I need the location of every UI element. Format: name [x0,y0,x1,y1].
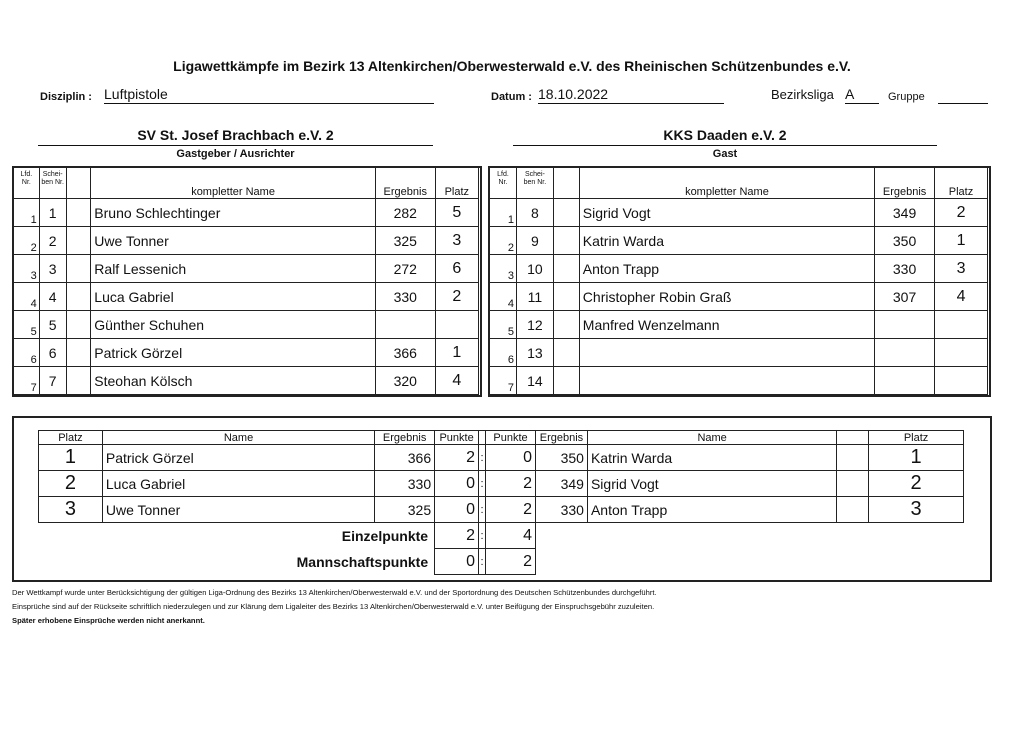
einzelpunkte-label: Einzelpunkte [39,523,435,549]
ergebnis-cell [875,339,935,367]
guest-team-name: KKS Daaden e.V. 2 [663,127,787,143]
summary-guest-platz: 2 [869,471,964,497]
platz-cell: 3 [935,255,988,283]
table-row [14,283,479,311]
ergebnis-cell: 320 [375,367,435,395]
ergebnis-cell: 282 [375,199,435,227]
gruppe-label: Gruppe [888,91,925,103]
scheibe-cell: 4 [39,283,66,311]
platz-cell: 5 [435,199,478,227]
blank-cell [66,227,91,255]
table-row [490,227,988,255]
summary-colon: : [479,445,486,471]
scheibe-cell: 9 [516,227,553,255]
ergebnis-cell: 350 [875,227,935,255]
summary-guest-punkte: 2 [486,471,536,497]
summary-home-name: Uwe Tonner [102,497,374,523]
mannschaftspunkte-colon: : [479,549,486,575]
liga-label: Bezirksliga [771,87,834,102]
ergebnis-header: Ergebnis [875,168,935,199]
name-cell: Katrin Warda [579,227,874,255]
name-cell: Patrick Görzel [91,339,376,367]
lfd-cell: 7 [490,367,517,395]
scheibe-cell: 3 [39,255,66,283]
gruppe-value [938,86,988,104]
ergebnis-cell: 272 [375,255,435,283]
document-title: Ligawettkämpfe im Bezirk 13 Altenkirchen/Oberwesterwald e.V. des Rheinischen Schützenbundes e.V. [173,58,851,74]
platz-cell [935,367,988,395]
table-row [490,339,988,367]
lfd-cell: 1 [490,199,517,227]
blank-cell [553,227,579,255]
name-cell: Uwe Tonner [91,227,376,255]
ergebnis-cell: 330 [875,255,935,283]
scheibe-cell: 1 [39,199,66,227]
ergebnis-cell: 349 [875,199,935,227]
lfd-header: Lfd. Nr. [490,168,517,199]
blank-cell [66,339,91,367]
mannschaftspunkte-spacer [536,549,964,575]
table-row [490,283,988,311]
lfd-cell: 3 [490,255,517,283]
summary-home-punkte: 2 [435,445,479,471]
summary-guest-platz-header: Platz [869,431,964,445]
summary-guest-punkte-header: Punkte [486,431,536,445]
platz-cell [935,339,988,367]
summary-guest-platz: 1 [869,445,964,471]
blank-cell [66,199,91,227]
einzelpunkte-spacer [536,523,964,549]
mannschaftspunkte-row [39,549,964,575]
mannschaftspunkte-label: Mannschaftspunkte [39,549,435,575]
table-row [14,255,479,283]
name-header: kompletter Name [91,168,376,199]
blank-cell [66,255,91,283]
summary-guest-ergebnis-header: Ergebnis [536,431,588,445]
ergebnis-cell: 307 [875,283,935,311]
platz-cell [935,311,988,339]
platz-cell: 3 [435,227,478,255]
ergebnis-cell [875,311,935,339]
summary-guest-platz: 3 [869,497,964,523]
mannschaftspunkte-home: 0 [435,549,479,575]
guest-table [489,167,988,395]
table-row [14,227,479,255]
lfd-cell: 4 [14,283,40,311]
guest-table-frame [488,166,991,397]
blank-cell [553,311,579,339]
guest-team-role: Gast [712,148,738,160]
blank-cell [553,339,579,367]
table-row [490,367,988,395]
name-cell: Bruno Schlechtinger [91,199,376,227]
summary-guest-ergebnis: 330 [536,497,588,523]
summary-name-header: Name [102,431,374,445]
name-cell: Christopher Robin Graß [579,283,874,311]
scheibe-cell: 6 [39,339,66,367]
name-cell: Anton Trapp [579,255,874,283]
guest-table-header [490,168,988,199]
guest-team-underline [513,145,937,146]
name-cell: Ralf Lessenich [91,255,376,283]
summary-guest-name-header: Name [587,431,836,445]
platz-cell: 2 [435,283,478,311]
platz-cell: 4 [935,283,988,311]
ergebnis-cell: 330 [375,283,435,311]
lfd-cell: 2 [14,227,40,255]
blank-cell [66,367,91,395]
summary-colon: : [479,497,486,523]
summary-home-name: Patrick Görzel [102,445,374,471]
scheibe-cell: 8 [516,199,553,227]
blank-cell [553,255,579,283]
name-cell: Manfred Wenzelmann [579,311,874,339]
name-cell [579,367,874,395]
lfd-cell: 6 [14,339,40,367]
ergebnis-header: Ergebnis [375,168,435,199]
scheibe-cell: 12 [516,311,553,339]
summary-guest-punkte: 0 [486,445,536,471]
einzelpunkte-colon: : [479,523,486,549]
summary-home-ergebnis: 330 [375,471,435,497]
summary-guest-name: Anton Trapp [587,497,836,523]
mannschaftspunkte-guest: 2 [486,549,536,575]
blank-header [66,168,91,199]
summary-home-ergebnis: 325 [375,497,435,523]
summary-colon: : [479,471,486,497]
scheibe-cell: 14 [516,367,553,395]
table-row [39,445,964,471]
lfd-cell: 7 [14,367,40,395]
home-table [13,167,479,395]
name-header: kompletter Name [579,168,874,199]
summary-table [38,430,964,575]
summary-blank-cell [837,471,869,497]
summary-platz-cell: 3 [39,497,103,523]
liga-value: A [845,86,879,104]
name-cell [579,339,874,367]
home-table-frame [12,166,482,397]
summary-guest-ergebnis: 350 [536,445,588,471]
ergebnis-cell: 325 [375,227,435,255]
footer-line-3: Später erhobene Einsprüche werden nicht anerkannt. [12,616,205,625]
disziplin-value: Luftpistole [104,86,434,104]
summary-home-punkte: 0 [435,497,479,523]
summary-header [39,431,964,445]
summary-platz-cell: 1 [39,445,103,471]
einzelpunkte-home: 2 [435,523,479,549]
blank-header [553,168,579,199]
blank-cell [66,311,91,339]
lfd-cell: 1 [14,199,40,227]
home-team-underline [38,145,433,146]
ergebnis-cell [875,367,935,395]
table-row [14,367,479,395]
summary-gap [479,431,486,445]
scheibe-cell: 5 [39,311,66,339]
summary-ergebnis-header: Ergebnis [375,431,435,445]
ergebnis-cell [375,311,435,339]
scheibe-cell: 11 [516,283,553,311]
platz-cell: 4 [435,367,478,395]
platz-cell: 1 [435,339,478,367]
table-row [14,339,479,367]
summary-home-name: Luca Gabriel [102,471,374,497]
platz-cell: 1 [935,227,988,255]
footer-line-2: Einsprüche sind auf der Rückseite schriftlich niederzulegen und zur Klärung dem Ligaleiter des Bezirks 13 Altenkirchen/Oberwesterwald e.V. unter Beifügung der Einspruchsgebühr zuzuleiten. [12,602,655,611]
scheiben-header: Schei- ben Nr. [39,168,66,199]
blank-cell [66,283,91,311]
summary-guest-ergebnis: 349 [536,471,588,497]
table-row [14,311,479,339]
einzelpunkte-guest: 4 [486,523,536,549]
table-row [490,199,988,227]
ergebnis-cell: 366 [375,339,435,367]
lfd-cell: 5 [490,311,517,339]
name-cell: Sigrid Vogt [579,199,874,227]
table-row [490,255,988,283]
home-team-name: SV St. Josef Brachbach e.V. 2 [137,127,334,143]
home-table-header [14,168,479,199]
lfd-cell: 6 [490,339,517,367]
scheibe-cell: 10 [516,255,553,283]
scheibe-cell: 13 [516,339,553,367]
summary-platz-cell: 2 [39,471,103,497]
name-cell: Steohan Kölsch [91,367,376,395]
summary-guest-name: Sigrid Vogt [587,471,836,497]
table-row [39,497,964,523]
footer-line-1: Der Wettkampf wurde unter Berücksichtigung der gültigen Liga-Ordnung des Bezirks 13 Altenkirchen/Oberwesterwald e.V. und der Sportordnung des Deutschen Schützenbundes durchgeführt. [12,588,657,597]
lfd-cell: 3 [14,255,40,283]
blank-cell [553,199,579,227]
lfd-cell: 5 [14,311,40,339]
lfd-cell: 4 [490,283,517,311]
scheibe-cell: 2 [39,227,66,255]
lfd-cell: 2 [490,227,517,255]
summary-guest-name: Katrin Warda [587,445,836,471]
summary-guest-punkte: 2 [486,497,536,523]
platz-cell: 6 [435,255,478,283]
disziplin-label: Disziplin : [40,91,92,103]
platz-header: Platz [435,168,478,199]
table-row [39,471,964,497]
scheibe-cell: 7 [39,367,66,395]
lfd-header: Lfd. Nr. [14,168,40,199]
summary-home-ergebnis: 366 [375,445,435,471]
summary-home-punkte: 0 [435,471,479,497]
platz-cell: 2 [935,199,988,227]
platz-header: Platz [935,168,988,199]
summary-blank-cell [837,445,869,471]
table-row [14,199,479,227]
einzelpunkte-row [39,523,964,549]
platz-cell [435,311,478,339]
blank-cell [553,367,579,395]
summary-blank-header [837,431,869,445]
scheiben-header: Schei- ben Nr. [516,168,553,199]
home-team-role: Gastgeber / Ausrichter [176,148,295,160]
table-row [490,311,988,339]
blank-cell [553,283,579,311]
datum-label: Datum : [491,91,532,103]
summary-platz-header: Platz [39,431,103,445]
datum-value: 18.10.2022 [538,86,724,104]
summary-punkte-header: Punkte [435,431,479,445]
name-cell: Günther Schuhen [91,311,376,339]
summary-blank-cell [837,497,869,523]
name-cell: Luca Gabriel [91,283,376,311]
